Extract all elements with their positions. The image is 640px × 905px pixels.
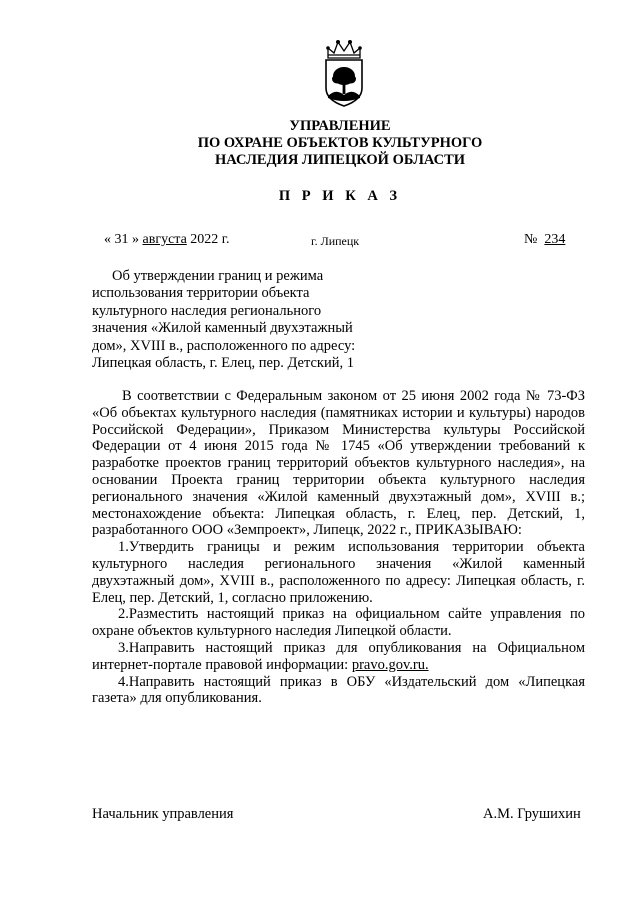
date-day-prefix: « [104, 232, 111, 247]
date-day-suffix: » [132, 232, 139, 247]
signature-position: Начальник управления [92, 806, 234, 822]
coat-of-arms-icon [316, 38, 372, 108]
date-month: августа [142, 232, 187, 247]
order-subject [92, 268, 392, 372]
subject-line: дом», XVIII в., расположенного по адресу: [92, 337, 356, 354]
order-item-2: 2.Разместить настоящий приказ на официальном сайте управления по охране объектов культурного наследия Липецкой области. [92, 606, 585, 640]
order-number [524, 232, 565, 248]
org-name-line-1: УПРАВЛЕНИЕ [289, 118, 391, 134]
date-year: 2022 г. [190, 232, 230, 247]
order-item-4: 4.Направить настоящий приказ в ОБУ «Издательский дом «Липецкая газета» для опубликования. [92, 673, 585, 707]
org-name-line-3: НАСЛЕДИЯ ЛИПЕЦКОЙ ОБЛАСТИ [214, 152, 466, 168]
order-item-3-text: 3.Направить настоящий приказ для опубликования на Официальном интернет-портале правовой информации: [92, 639, 585, 673]
date-day: 31 [114, 232, 129, 247]
subject-line: Об утверждении границ и режима [112, 268, 324, 284]
order-city: г. Липецк [311, 234, 360, 248]
subject-line: Липецкая область, г. Елец, пер. Детский, 1 [92, 355, 354, 372]
order-item-3 [92, 640, 585, 674]
order-item-1: 1.Утвердить границы и режим использования территории объекта культурного наследия регионального значения «Жилой каменный двухэтажный дом», XVIII в., расположенного по адресу: Липецкая область, г. Елец, пер. Детский, 1, согласно приложению. [92, 539, 585, 606]
order-number-label: № [524, 232, 538, 247]
document-type-title: П Р И К А З [278, 188, 402, 204]
subject-line: использования территории объекта [92, 285, 310, 302]
order-number-value: 234 [544, 232, 566, 247]
subject-line: значения «Жилой каменный двухэтажный [92, 320, 353, 337]
preamble-paragraph: В соответствии с Федеральным законом от 25 июня 2002 года № 73-ФЗ «Об объектах культурного наследия (памятниках истории и культуры) народов Российской Федерации», Приказом Министерства культуры Российской Федерации от 4 июня 2015 года № 1745 «Об утверждении требований к разработке проектов границ территорий объектов культурного наследия», на основании Проекта границ территории объекта культурного наследия регионального значения «Жилой каменный двухэтажный дом», XVIII в.; местонахождение объекта: Липецкая область, г. Елец, пер. Детский, 1, разработанного ООО «Земпроект», Липецк, 2022 г., ПРИКАЗЫВАЮ: [92, 388, 585, 539]
org-name-line-2: ПО ОХРАНЕ ОБЪЕКТОВ КУЛЬТУРНОГО [197, 135, 483, 151]
order-body [92, 388, 585, 707]
subject-line: культурного наследия регионального [92, 302, 322, 319]
pravo-link[interactable]: pravo.gov.ru. [351, 656, 429, 673]
order-date [104, 232, 229, 248]
signature-name: А.М. Грушихин [483, 806, 581, 822]
